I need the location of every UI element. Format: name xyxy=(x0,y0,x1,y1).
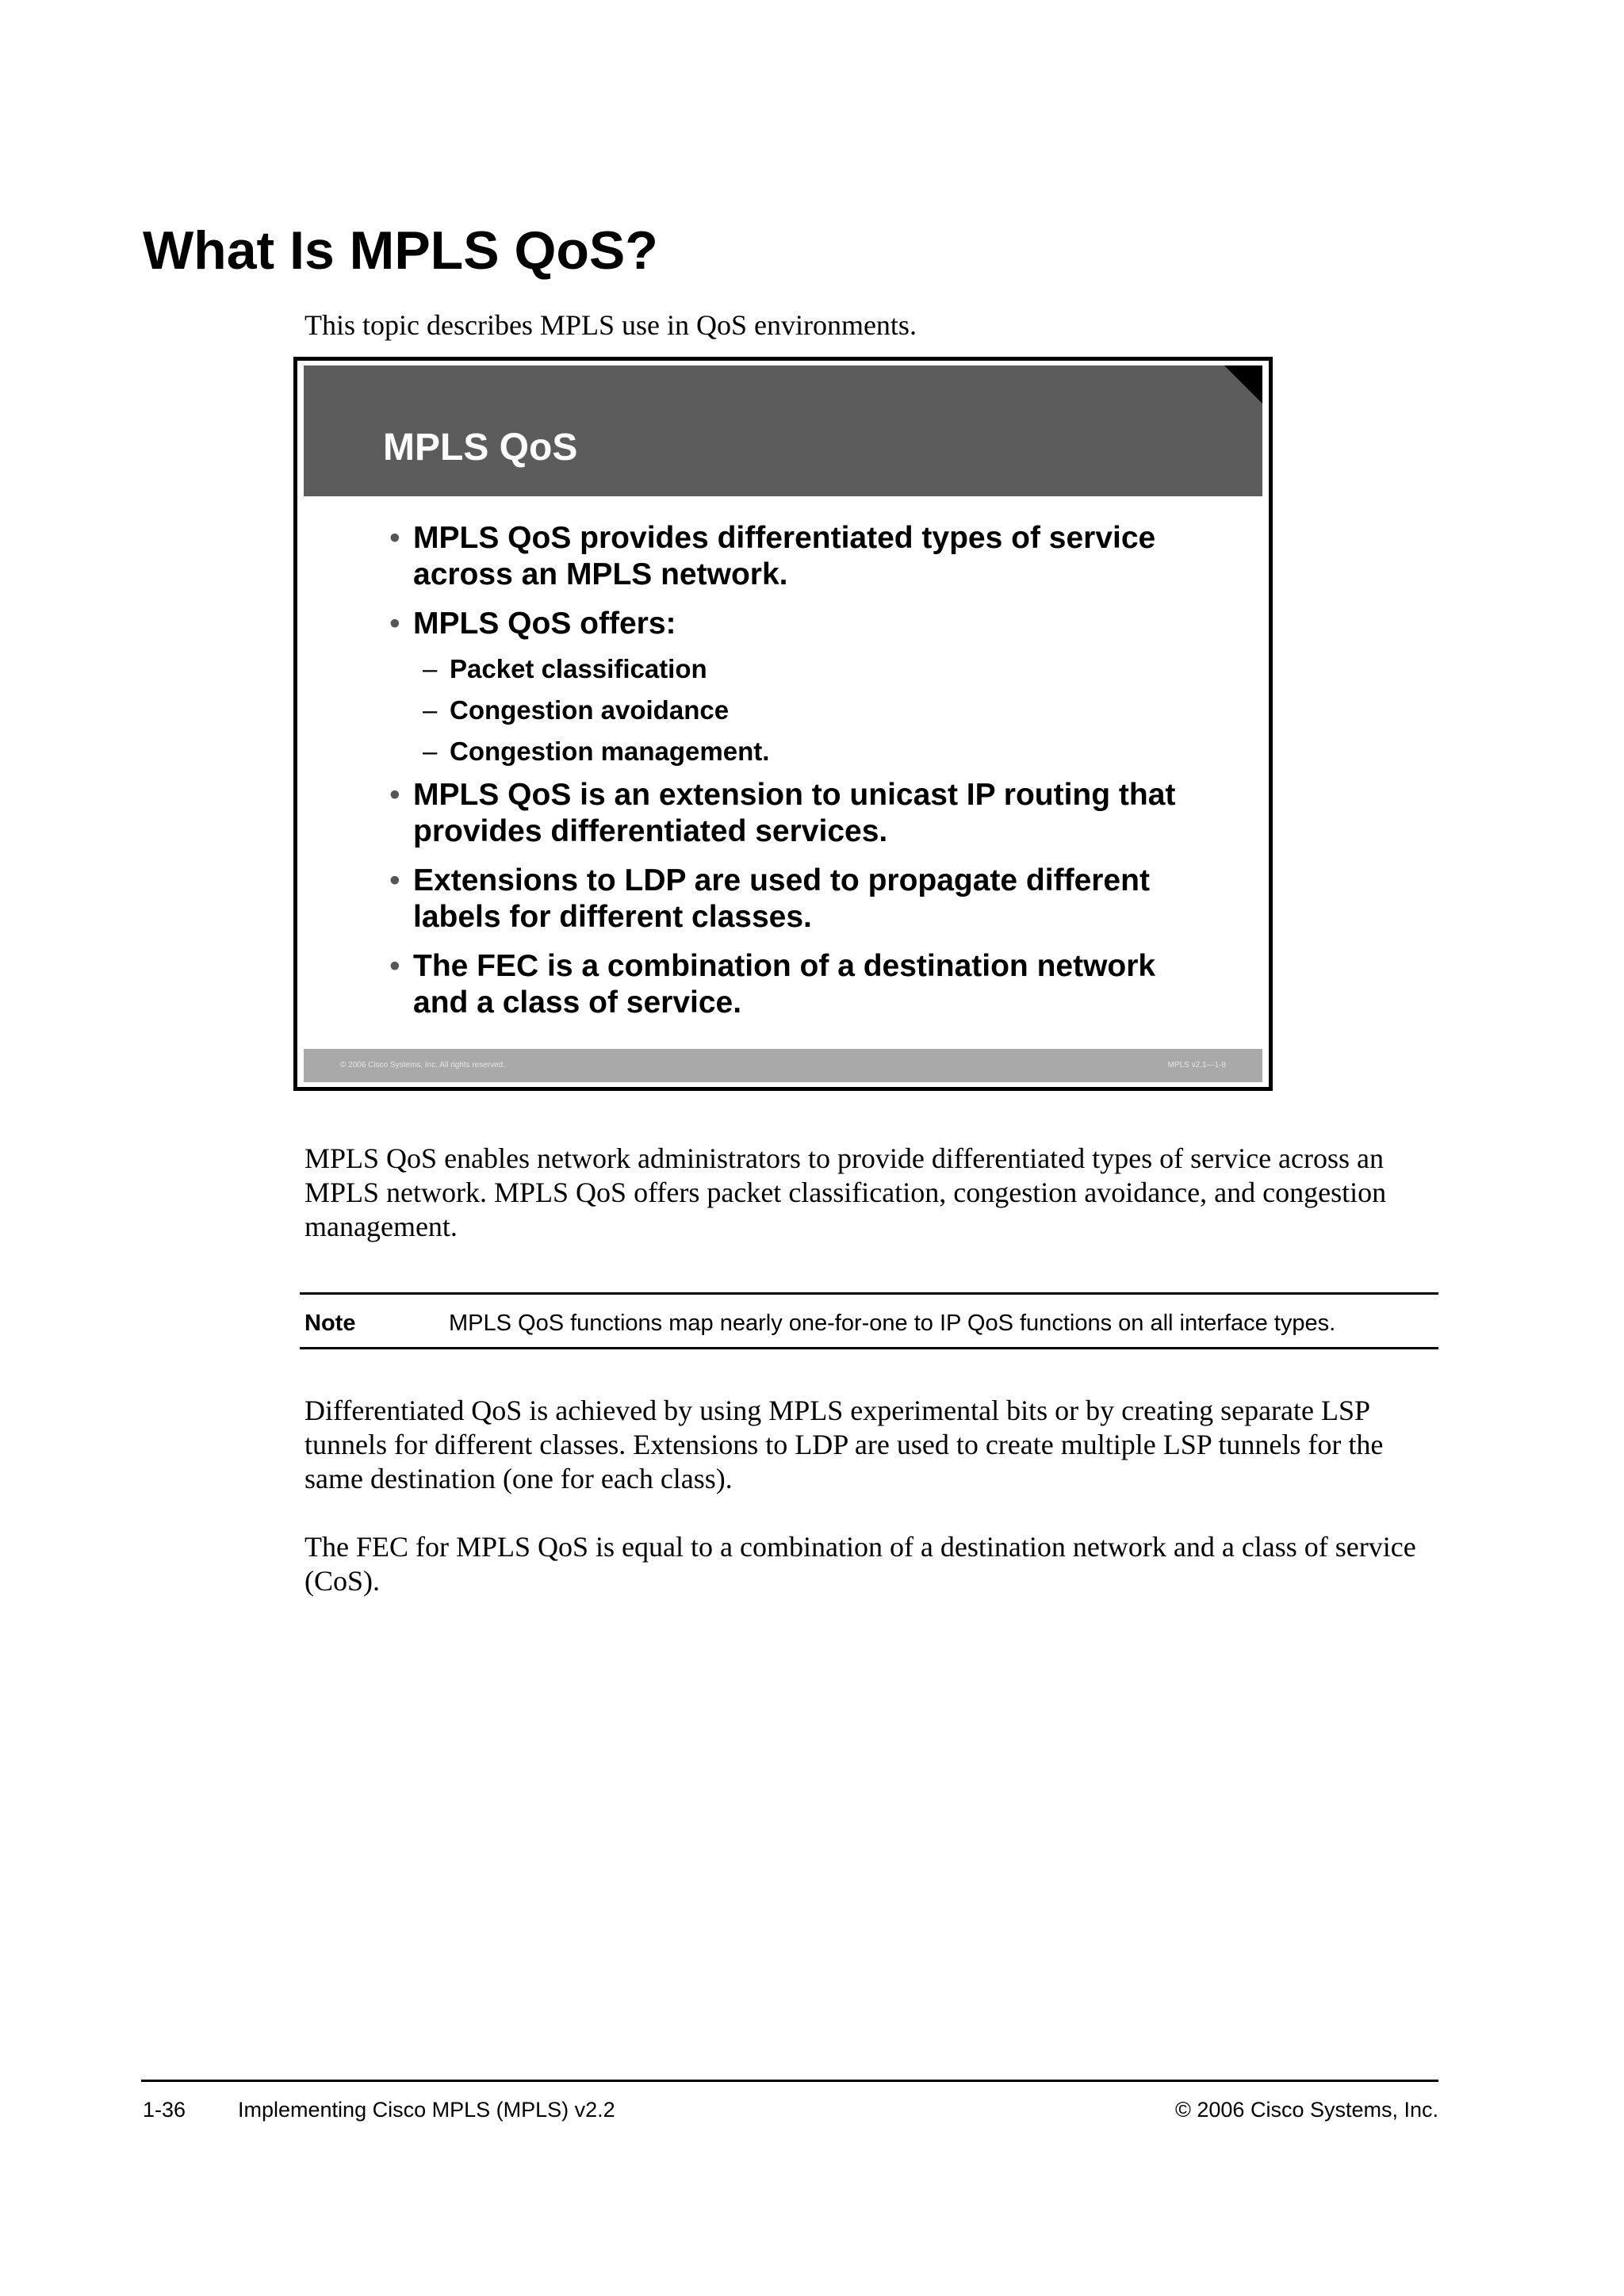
slide-bullet-list xyxy=(304,520,1262,1034)
note-label: Note xyxy=(304,1311,356,1336)
slide-bullet xyxy=(389,863,1206,936)
slide-sub-bullet xyxy=(423,690,1262,731)
slide-sub-list xyxy=(304,649,1262,772)
sub-bullet-dash: – xyxy=(423,737,438,766)
slide-bullet xyxy=(389,606,1206,642)
slide-bullet xyxy=(389,777,1206,850)
slide-corner-triangle xyxy=(1224,365,1262,404)
slide-sub-bullet xyxy=(423,731,1262,772)
bullet-dot: • xyxy=(389,778,400,812)
bullet-dot: • xyxy=(389,863,400,897)
slide-canvas xyxy=(304,365,1262,1082)
slide-bullet xyxy=(389,520,1206,593)
slide-footer-bar xyxy=(304,1049,1262,1082)
slide-footer-id: MPLS v2.1—1-8 xyxy=(1167,1061,1226,1070)
slide-bullet xyxy=(389,948,1206,1021)
note-text: MPLS QoS functions map nearly one-for-one to IP QoS functions on all interface types. xyxy=(449,1311,1336,1336)
slide-bullet-text: Extensions to LDP are used to propagate different labels for different classes. xyxy=(413,863,1150,934)
slide-sub-bullet-text: Congestion management. xyxy=(450,737,770,766)
sub-bullet-dash: – xyxy=(423,654,438,683)
bullet-dot: • xyxy=(389,949,400,983)
bullet-dot: • xyxy=(389,607,400,641)
slide-bullet-text: MPLS QoS provides differentiated types of service across an MPLS network. xyxy=(413,521,1156,591)
body-paragraph: The FEC for MPLS QoS is equal to a combination of a destination network and a class of service (CoS). xyxy=(304,1531,1416,1597)
slide-bullet-text: The FEC is a combination of a destination network and a class of service. xyxy=(413,949,1156,1020)
sub-bullet-dash: – xyxy=(423,695,438,725)
body-paragraph: MPLS QoS enables network administrators to provide differentiated types of service across an MPLS network. MPLS QoS offers packet classification, congestion avoidance, and congestion management. xyxy=(304,1142,1387,1242)
footer-copyright: © 2006 Cisco Systems, Inc. xyxy=(1174,2098,1438,2122)
footer-divider xyxy=(141,2080,1438,2082)
footer-page-number: 1-36 xyxy=(143,2098,186,2122)
slide-sub-bullet-text: Congestion avoidance xyxy=(450,695,730,725)
slide-figure xyxy=(293,357,1273,1091)
slide-sub-bullet-text: Packet classification xyxy=(450,654,707,683)
slide-title: MPLS QoS xyxy=(383,427,578,469)
slide-header-bar xyxy=(304,365,1262,496)
slide-sub-bullet xyxy=(423,649,1262,690)
topic-intro: This topic describes MPLS use in QoS environments. xyxy=(304,309,917,341)
slide-bullet-text: MPLS QoS is an extension to unicast IP routing that provides differentiated services. xyxy=(413,778,1176,848)
footer-course-title: Implementing Cisco MPLS (MPLS) v2.2 xyxy=(238,2098,615,2122)
slide-footer-copyright: © 2006 Cisco Systems, Inc. All rights reserved. xyxy=(340,1061,506,1070)
page-title: What Is MPLS QoS? xyxy=(143,220,658,281)
slide-bullet-text: MPLS QoS offers: xyxy=(413,607,676,641)
body-paragraph: Differentiated QoS is achieved by using MPLS experimental bits or by creating separate LSP tunnels for different classes. Extensions to LDP are used to create multiple LSP tunnels for the same destination (one for each class). xyxy=(304,1395,1384,1494)
bullet-dot: • xyxy=(389,521,400,555)
note-box xyxy=(300,1292,1438,1349)
